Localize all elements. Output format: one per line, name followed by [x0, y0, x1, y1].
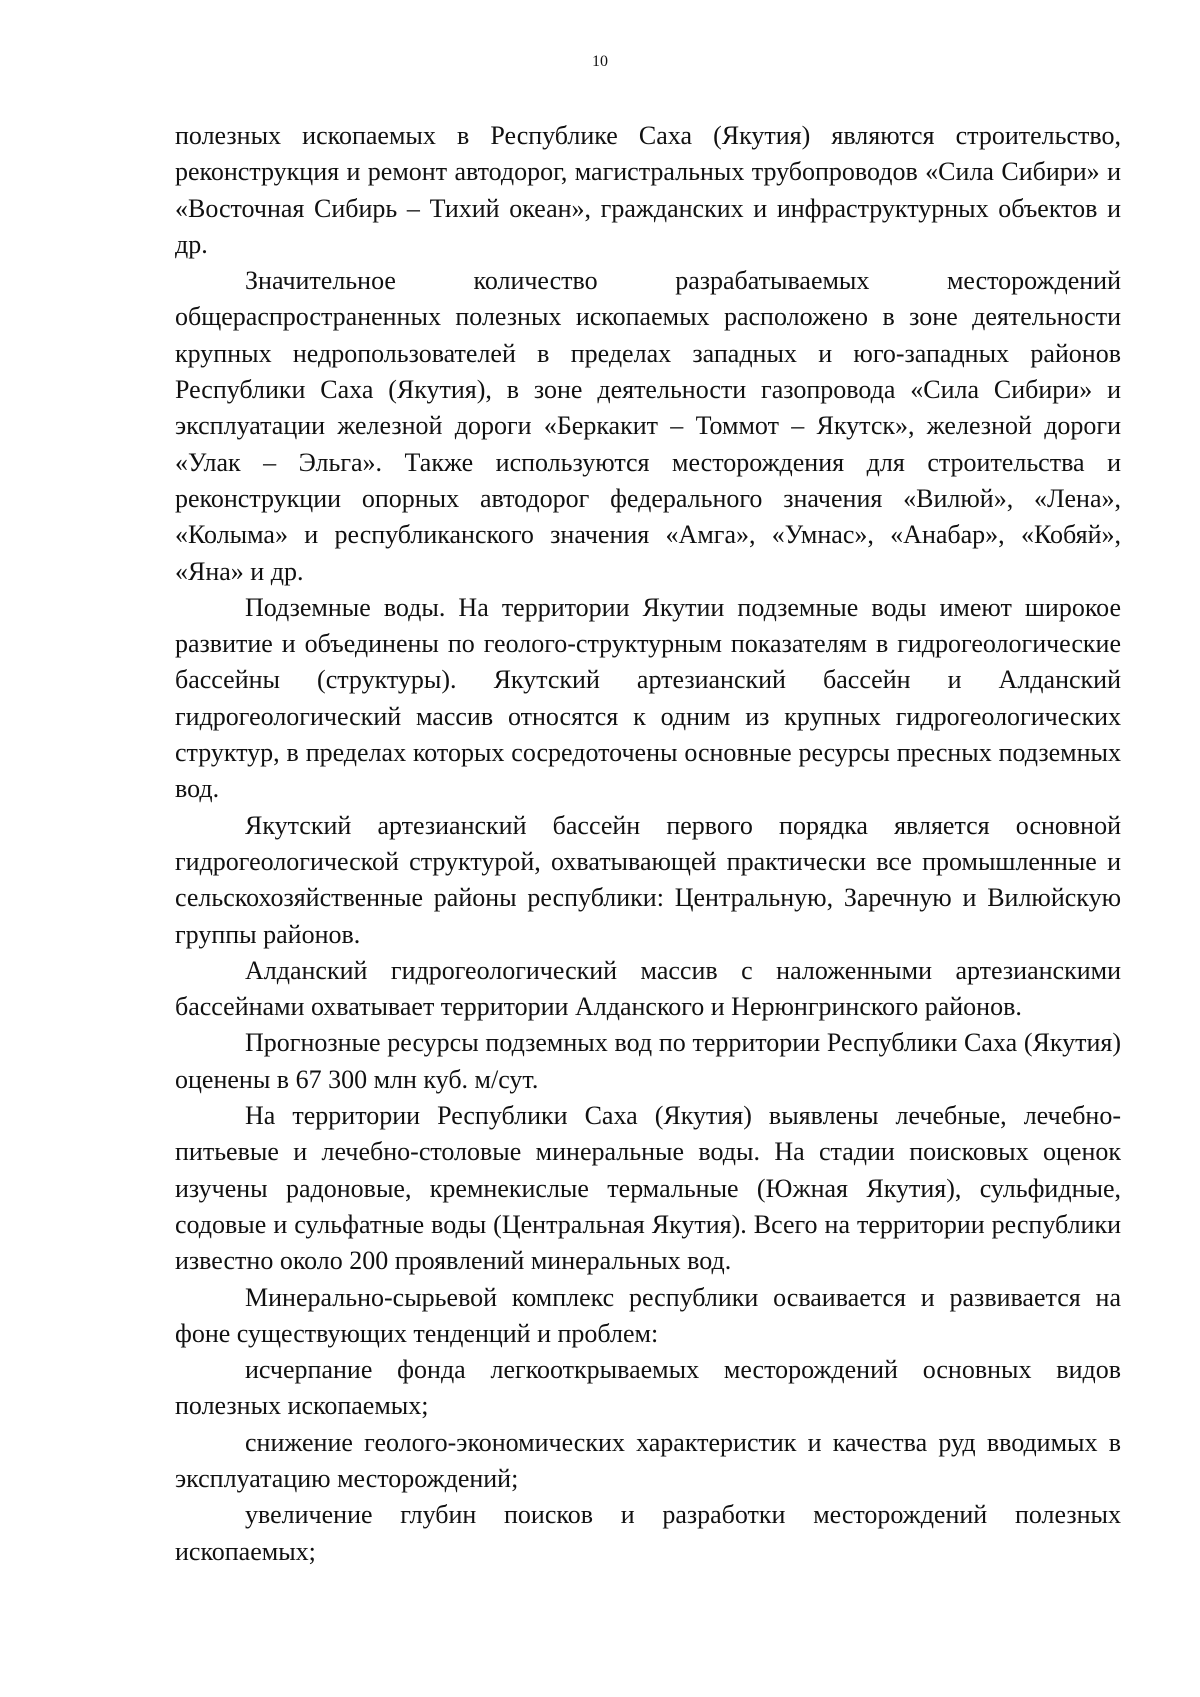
paragraph: Подземные воды. На территории Якутии подземные воды имеют широкое развитие и объединены по геолого-структурным показателям в гидрогеологические бассейны (структуры). Якутский артезианский бассейн и Алданский гидрогеологический массив относятся к одним из крупных гидрогеологических структур, в пределах которых сосредоточены основные ресурсы пресных подземных вод. [175, 592, 1121, 804]
page-number: 10 [592, 53, 608, 70]
document-body [175, 118, 1121, 1570]
paragraph: Алданский гидрогеологический массив с наложенными артезианскими бассейнами охватывает территории Алданского и Нерюнгринского районов. [175, 955, 1121, 1022]
paragraph: Минерально-сырьевой комплекс республики осваивается и развивается на фоне существующих тенденций и проблем: [175, 1282, 1121, 1348]
paragraph: На территории Республики Саха (Якутия) выявлены лечебные, лечебно-питьевые и лечебно-столовые минеральные воды. На стадии поисковых оценок изучены радоновые, кремнекислые термальные (Южная Якутия), сульфидные, содовые и сульфатные воды (Центральная Якутия). Всего на территории республики известно около 200 проявлений минеральных вод. [175, 1101, 1121, 1276]
paragraph: Значительное количество разрабатываемых месторождений общераспространенных полезных ископаемых расположено в зоне деятельности крупных недропользователей в пределах западных и юго-западных районов Республики Саха (Якутия), в зоне деятельности газопровода «Сила Сибири» и эксплуатации железной дороги «Беркакит – Томмот – Якутск», железной дороги «Улак – Эльга». Также используются месторождения для строительства и реконструкции опорных автодорог федерального значения «Вилюй», «Лена», «Колыма» и республиканского значения «Амга», «Умнас», «Анабар», «Кобяй», «Яна» и др. [175, 266, 1121, 586]
paragraph: Якутский артезианский бассейн первого порядка является основной гидрогеологической структурой, охватывающей практически все промышленные и сельскохозяйственные районы республики: Центральную, Заречную и Вилюйскую группы районов. [175, 810, 1121, 949]
list-item: исчерпание фонда легкооткрываемых месторождений основных видов полезных ископаемых; [175, 1355, 1121, 1421]
list-item: снижение геолого-экономических характеристик и качества руд вводимых в эксплуатацию месторождений; [175, 1427, 1121, 1493]
paragraph: полезных ископаемых в Республике Саха (Якутия) являются строительство, реконструкция и ремонт автодорог, магистральных трубопроводов «Сила Сибири» и «Восточная Сибирь – Тихий океан», гражданских и инфраструктурных объектов и др. [175, 121, 1121, 259]
list-item: увеличение глубин поисков и разработки месторождений полезных ископаемых; [175, 1500, 1121, 1566]
paragraph: Прогнозные ресурсы подземных вод по территории Республики Саха (Якутия) оценены в 67 300 млн куб. м/сут. [175, 1028, 1121, 1094]
